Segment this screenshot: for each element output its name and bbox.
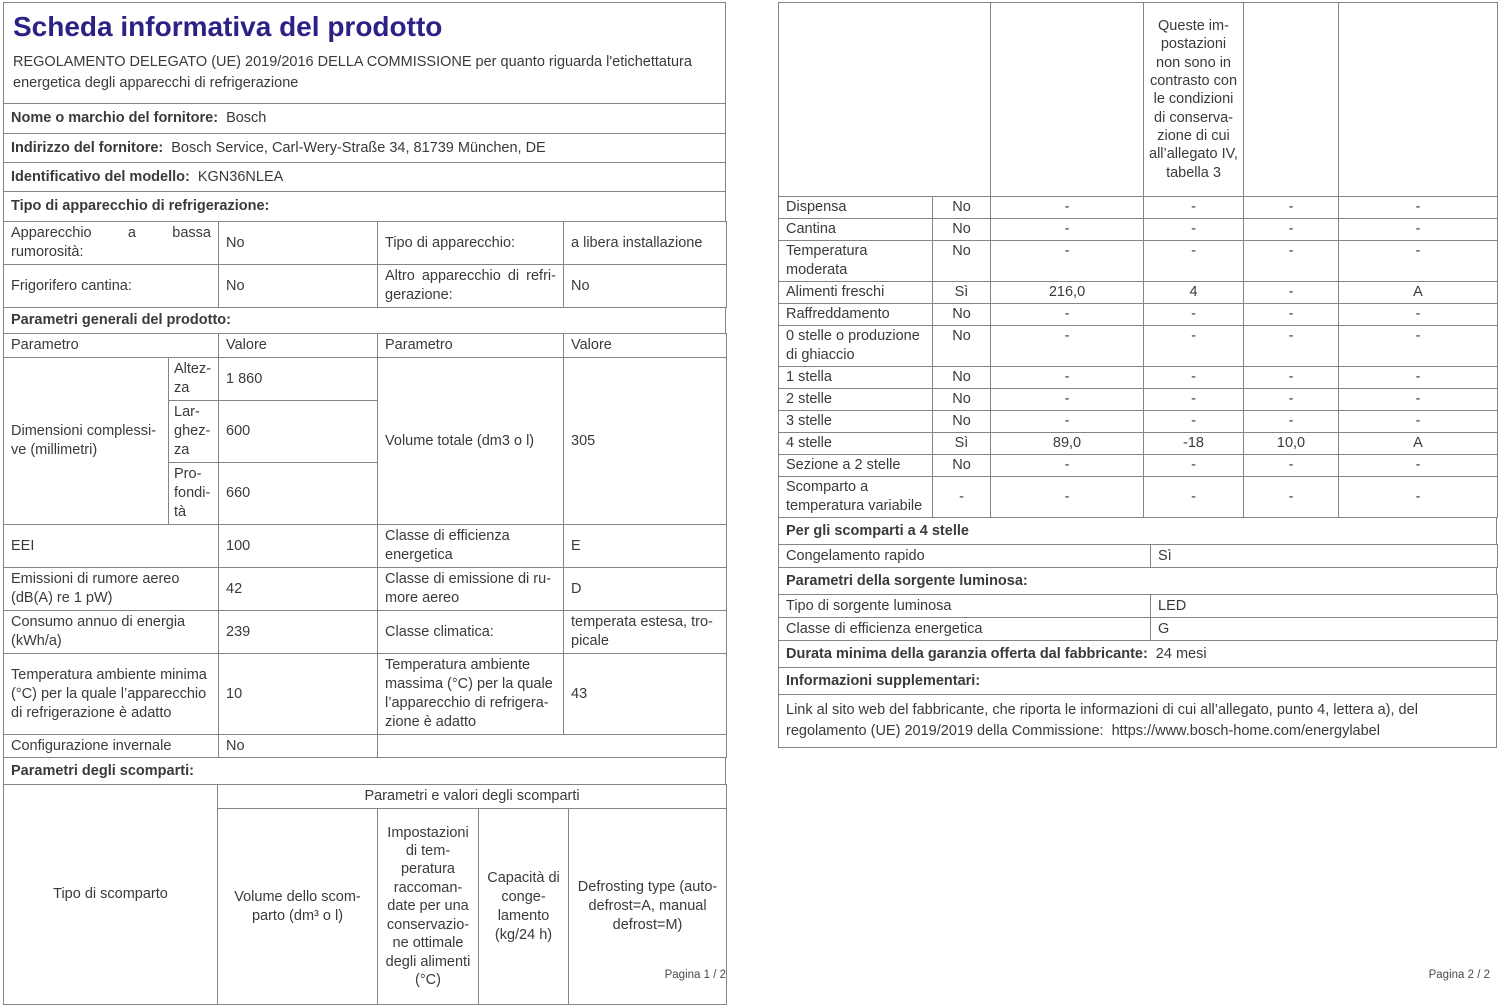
section-title-light: Parametri della sorgente luminosa:: [779, 568, 1497, 595]
column-header-cell: Parametro: [378, 334, 564, 358]
compartment-name-cell: Sezione a 2 stelle: [779, 455, 933, 477]
compartment-name-cell: Alimenti freschi: [779, 282, 933, 304]
compartment-capacity-cell: -: [1244, 197, 1339, 219]
warranty-row-cell: [779, 641, 1497, 668]
compartment-present-cell: Sì: [933, 433, 991, 455]
table-row: [779, 641, 1497, 668]
compartment-temp-cell: -: [1144, 241, 1244, 282]
compartment-temp-cell: -: [1144, 219, 1244, 241]
winter-config-label: Configurazione invernale: [4, 735, 219, 758]
compartment-name-cell: Scomparto a temperatura variabile: [779, 477, 933, 518]
compartment-defrost-cell: -: [1339, 219, 1498, 241]
table-row: [4, 222, 727, 265]
compartment-volume-cell: 216,0: [991, 282, 1144, 304]
table-row: [779, 668, 1497, 695]
compartment-defrost-cell: -: [1339, 455, 1498, 477]
compartment-volume-cell: -: [991, 304, 1144, 326]
compartment-present-cell: No: [933, 326, 991, 367]
compartment-capacity-cell: -: [1244, 282, 1339, 304]
compartment-type-header: Tipo di scomparto: [4, 785, 218, 1005]
compartment-temp-cell: 4: [1144, 282, 1244, 304]
table-row: [4, 525, 727, 568]
param-label-cell: Frigorifero cantina:: [4, 265, 219, 308]
dimension-height-label: Altezza: [169, 358, 219, 401]
warranty-label: Durata minima della garanzia offerta dal fabbricante:: [786, 645, 1148, 662]
compartment-name-cell: Dispensa: [779, 197, 933, 219]
table-row: [4, 192, 726, 222]
column-header-cell: Parametro: [4, 334, 219, 358]
param-label-cell: EEI: [4, 525, 219, 568]
compartment-defrost-cell: -: [1339, 411, 1498, 433]
table-row: [779, 326, 1498, 367]
address-row-cell: [4, 134, 726, 163]
section-title-supplementary: Informazioni supplementari:: [779, 668, 1497, 695]
section-title-compartments: Parametri degli scomparti:: [4, 758, 726, 785]
table-row: [779, 695, 1497, 748]
param-label-cell: Tipo di apparecchio:: [378, 222, 564, 265]
model-label: Identificativo del modello:: [11, 168, 190, 185]
table-row: [779, 367, 1498, 389]
table-row: [4, 758, 726, 785]
compartment-name-cell: 2 stelle: [779, 389, 933, 411]
compartment-present-cell: No: [933, 241, 991, 282]
supplier-value: Bosch: [226, 110, 267, 126]
table-row: [779, 595, 1498, 618]
compartment-volume-cell: -: [991, 455, 1144, 477]
table-row: [4, 611, 727, 654]
param-value-cell: a libera installazione: [564, 222, 727, 265]
table-row: [4, 735, 727, 758]
param-value-cell: No: [219, 222, 378, 265]
compartment-present-cell: No: [933, 197, 991, 219]
param-label-cell: Apparecchio a bassa rumorosità:: [4, 222, 219, 265]
compartment-capacity-cell: -: [1244, 241, 1339, 282]
param-value-cell: D: [564, 568, 727, 611]
compartment-capacity-cell: -: [1244, 477, 1339, 518]
compartment-defrost-cell: -: [1339, 477, 1498, 518]
param-label-cell: Altro apparecchio di refrigerazione:: [378, 265, 564, 308]
section-title-four-star: Per gli scomparti a 4 stelle: [779, 518, 1497, 545]
dimension-height-value: 1 860: [219, 358, 378, 401]
empty-cell: [1244, 3, 1339, 197]
param-label-cell: Temperatura ambiente minima (°C) per la quale l’apparecchio di refrigerazione è adatto: [4, 654, 219, 735]
compartment-present-cell: No: [933, 411, 991, 433]
empty-cell: [378, 735, 727, 758]
compartment-temp-cell: -: [1144, 304, 1244, 326]
section-title-general: Parametri generali del prodotto:: [4, 308, 726, 334]
param-label-cell: Emissioni di rumore aereo (dB(A) re 1 pW): [4, 568, 219, 611]
compartment-temp-cell: -: [1144, 389, 1244, 411]
dimension-depth-label: Profondità: [169, 463, 219, 525]
param-value-cell: 43: [564, 654, 727, 735]
param-label-cell: Classe climatica:: [378, 611, 564, 654]
compartment-capacity-cell: -: [1244, 411, 1339, 433]
compartment-name-cell: Cantina: [779, 219, 933, 241]
page-footer: Pagina 2 / 2: [1428, 969, 1490, 981]
table-row: [779, 518, 1497, 545]
param-value-cell: 10: [219, 654, 378, 735]
fast-freeze-value: Sì: [1151, 545, 1498, 568]
compartment-volume-cell: -: [991, 197, 1144, 219]
table-row: [779, 411, 1498, 433]
compartment-present-cell: No: [933, 455, 991, 477]
compartment-temp-cell: -: [1144, 197, 1244, 219]
dimensions-label-cell: Dimensioni complessive (millimetri): [4, 358, 169, 525]
column-header-cell: Valore: [219, 334, 378, 358]
manufacturer-link-url: https://www.bosch-home.com/energylabel: [1111, 723, 1380, 739]
param-value-cell: E: [564, 525, 727, 568]
regulation-subtitle: REGOLAMENTO DELEGATO (UE) 2019/2016 DELLA COMMISSIONE per quanto riguarda l'etichettatura energetica degli apparecchi di refrigerazione: [13, 54, 692, 91]
compartment-present-cell: No: [933, 304, 991, 326]
light-parameters-table: [778, 594, 1498, 641]
defrost-column-header: Defrosting type (auto-defrost=A, manual defrost=M): [569, 809, 727, 1005]
table-row: [779, 455, 1498, 477]
address-label: Indirizzo del fornitore:: [11, 139, 164, 156]
compartment-capacity-cell: -: [1244, 326, 1339, 367]
winter-config-value: No: [219, 735, 378, 758]
table-row: [4, 134, 726, 163]
manufacturer-link-label: Link al sito web del fabbricante, che riporta le informazioni di cui all’allegato, punto 4, lettera a), del regolamento (UE) 2019/2019 della Commissione:: [786, 702, 1418, 739]
compartment-volume-cell: 89,0: [991, 433, 1144, 455]
volume-column-header: Volume dello scomparto (dm³ o l): [218, 809, 378, 1005]
table-row: [779, 304, 1498, 326]
compartments-section-table: [3, 757, 726, 785]
manufacturer-link-cell: [779, 695, 1497, 748]
table-row: [779, 433, 1498, 455]
compartments-header-continuation-table: [778, 2, 1498, 197]
fast-freeze-label: Congelamento rapido: [779, 545, 1151, 568]
title-table: [3, 2, 726, 104]
supplier-row-cell: [4, 104, 726, 134]
dimension-width-value: 600: [219, 401, 378, 463]
compartment-capacity-cell: -: [1244, 304, 1339, 326]
page-footer: Pagina 1 / 2: [664, 969, 726, 981]
table-row: [779, 568, 1497, 595]
compartment-defrost-cell: -: [1339, 389, 1498, 411]
address-value: Bosch Service, Carl-Wery-Straße 34, 81739 München, DE: [171, 139, 546, 156]
compartment-defrost-cell: A: [1339, 433, 1498, 455]
compartment-capacity-cell: -: [1244, 219, 1339, 241]
table-row: [779, 219, 1498, 241]
dimension-depth-value: 660: [219, 463, 378, 525]
appliance-type-table: [3, 221, 727, 308]
param-value-cell: 42: [219, 568, 378, 611]
volume-label-cell: Volume totale (dm3 o l): [378, 358, 564, 525]
table-row: [4, 265, 727, 308]
param-value-cell: 100: [219, 525, 378, 568]
table-row: [779, 3, 1498, 197]
compartment-temp-cell: -: [1144, 326, 1244, 367]
empty-cell: [991, 3, 1144, 197]
table-row: [4, 785, 727, 809]
model-value: KGN36NLEA: [197, 168, 284, 185]
compartment-present-cell: No: [933, 389, 991, 411]
compartment-volume-cell: -: [991, 411, 1144, 433]
table-row: [4, 3, 726, 104]
compartment-present-cell: Sì: [933, 282, 991, 304]
light-class-value: G: [1151, 618, 1498, 641]
compartment-volume-cell: -: [991, 367, 1144, 389]
temperature-column-header: Impostazioni di temperatura raccomandate per una conservazione ottimale degli alimenti (°C): [378, 809, 479, 1005]
param-label-cell: Temperatura ambiente massima (°C) per la quale l’apparecchio di refrigerazione è adatto: [378, 654, 564, 735]
compartment-capacity-cell: 10,0: [1244, 433, 1339, 455]
general-parameters-table: [3, 333, 727, 758]
compartment-name-cell: 1 stella: [779, 367, 933, 389]
volume-value-cell: 305: [564, 358, 727, 525]
compartment-name-cell: 3 stelle: [779, 411, 933, 433]
table-row: [779, 477, 1498, 518]
compartment-name-cell: Raffreddamento: [779, 304, 933, 326]
supplier-table: [3, 103, 726, 222]
compartment-capacity-cell: -: [1244, 455, 1339, 477]
table-row: [4, 308, 726, 334]
compartment-temp-cell: -18: [1144, 433, 1244, 455]
fast-freeze-table: [778, 544, 1498, 568]
compartment-present-cell: No: [933, 219, 991, 241]
compartment-temp-cell: -: [1144, 367, 1244, 389]
compartment-volume-cell: -: [991, 326, 1144, 367]
light-type-value: LED: [1151, 595, 1498, 618]
light-section-table: [778, 567, 1497, 595]
param-value-cell: No: [219, 265, 378, 308]
capacity-column-header: Capacità di congelamento (kg/24 h): [479, 809, 569, 1005]
four-star-section-table: [778, 517, 1497, 545]
compartment-defrost-cell: -: [1339, 326, 1498, 367]
compartment-temp-cell: -: [1144, 455, 1244, 477]
compartment-name-cell: 0 stelle o produzione di ghiaccio: [779, 326, 933, 367]
table-row: [4, 358, 727, 401]
light-class-label: Classe di efficienza energetica: [779, 618, 1151, 641]
empty-cell: [779, 3, 991, 197]
compartment-volume-cell: -: [991, 477, 1144, 518]
general-section-table: [3, 307, 726, 334]
table-row: [779, 241, 1498, 282]
compartment-defrost-cell: A: [1339, 282, 1498, 304]
supplier-label: Nome o marchio del fornitore:: [11, 110, 219, 126]
warranty-table: [778, 640, 1497, 748]
param-label-cell: Classe di efficienza energetica: [378, 525, 564, 568]
table-row: [4, 104, 726, 134]
table-row: [4, 568, 727, 611]
param-value-cell: temperata estesa, tropicale: [564, 611, 727, 654]
compartment-present-cell: No: [933, 367, 991, 389]
compartment-defrost-cell: -: [1339, 197, 1498, 219]
compartment-temp-cell: -: [1144, 411, 1244, 433]
empty-cell: [1339, 3, 1498, 197]
compartment-defrost-cell: -: [1339, 304, 1498, 326]
temperature-settings-note: Queste impostazioni non sono in contrasto con le condizioni di conservazione di cui all’allegato IV, tabella 3: [1144, 3, 1244, 197]
table-row: [779, 545, 1498, 568]
param-value-cell: No: [564, 265, 727, 308]
compartment-defrost-cell: -: [1339, 367, 1498, 389]
compartment-capacity-cell: -: [1244, 367, 1339, 389]
param-value-cell: 239: [219, 611, 378, 654]
compartment-volume-cell: -: [991, 241, 1144, 282]
table-row: [779, 197, 1498, 219]
page-title: Scheda informativa del prodotto: [13, 11, 443, 42]
dimension-width-label: Larghezza: [169, 401, 219, 463]
compartment-present-cell: -: [933, 477, 991, 518]
compartments-header-title: Parametri e valori degli scomparti: [218, 785, 727, 809]
table-row: [779, 389, 1498, 411]
compartments-values-table: [778, 196, 1498, 518]
title-cell: [4, 3, 726, 104]
compartment-defrost-cell: -: [1339, 241, 1498, 282]
light-type-label: Tipo di sorgente luminosa: [779, 595, 1151, 618]
table-row: [779, 282, 1498, 304]
page-2: [778, 2, 1497, 748]
compartment-capacity-cell: -: [1244, 389, 1339, 411]
compartment-name-cell: 4 stelle: [779, 433, 933, 455]
compartment-volume-cell: -: [991, 389, 1144, 411]
compartment-temp-cell: -: [1144, 477, 1244, 518]
table-row: [4, 163, 726, 192]
section-title-type: Tipo di apparecchio di refrigerazione:: [4, 192, 726, 222]
table-row: [779, 618, 1498, 641]
table-row: [4, 654, 727, 735]
column-header-cell: Valore: [564, 334, 727, 358]
warranty-value: 24 mesi: [1155, 645, 1207, 662]
compartment-volume-cell: -: [991, 219, 1144, 241]
page-1: [3, 2, 726, 1005]
compartment-name-cell: Temperatura moderata: [779, 241, 933, 282]
param-label-cell: Consumo annuo di energia (kWh/a): [4, 611, 219, 654]
table-row: [4, 334, 727, 358]
param-label-cell: Classe di emissione di rumore aereo: [378, 568, 564, 611]
model-row-cell: [4, 163, 726, 192]
